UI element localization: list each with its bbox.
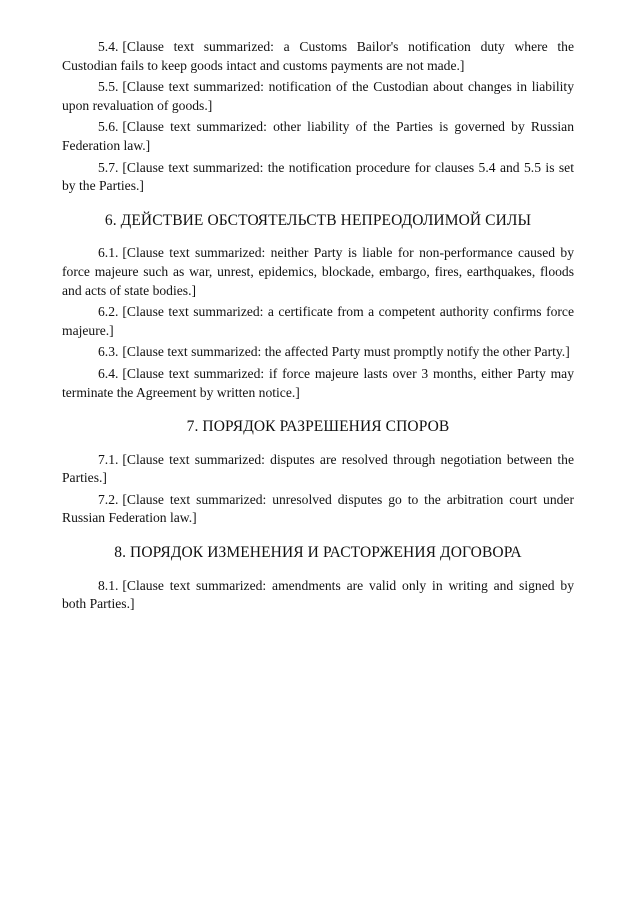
clause-number: 5.5. xyxy=(98,79,119,95)
section-heading: 6. ДЕЙСТВИЕ ОБСТОЯТЕЛЬСТВ НЕПРЕОДОЛИМОЙ СИЛЫ xyxy=(104,211,532,229)
clause-paragraph xyxy=(62,118,574,155)
clause-number: 6.2. xyxy=(98,304,119,320)
clause-text: [Clause text summarized: disputes are resolved through negotiation between the Parties.] xyxy=(62,451,574,486)
clause-paragraph xyxy=(62,451,574,488)
clause-number: 5.7. xyxy=(98,159,119,175)
clause-text: [Clause text summarized: notification of the Custodian about changes in liability upon revaluation of goods.] xyxy=(62,79,574,113)
clause-text: [Clause text summarized: other liability of the Parties is governed by Russian Federation law.] xyxy=(62,119,574,153)
clause-text: [Clause text summarized: a certificate from a competent authority confirms force majeure.] xyxy=(62,304,574,338)
clause-text: [Clause text summarized: the affected Party must promptly notify the other Party.] xyxy=(122,344,570,360)
clause-number: 7.1. xyxy=(98,451,119,467)
section-heading: 7. ПОРЯДОК РАЗРЕШЕНИЯ СПОРОВ xyxy=(186,418,450,436)
clause-text: [Clause text summarized: unresolved disputes go to the arbitration court under Russian Federation law.] xyxy=(62,491,574,526)
clause-paragraph xyxy=(62,343,574,362)
clause-text: [Clause text summarized: a Customs Bailor's notification duty where the Custodian fails to keep goods intact and customs payments are not made.] xyxy=(62,39,574,73)
clause-paragraph xyxy=(62,491,574,528)
clause-paragraph xyxy=(62,365,574,402)
clause-number: 6.3. xyxy=(98,344,119,360)
clause-paragraph xyxy=(62,244,574,300)
clause-number: 7.2. xyxy=(98,491,119,507)
clause-text: [Clause text summarized: if force majeure lasts over 3 months, either Party may terminate the Agreement by written notice.] xyxy=(62,365,574,400)
clause-number: 8.1. xyxy=(98,577,119,593)
clause-number: 5.4. xyxy=(98,39,119,54)
clause-number: 6.4. xyxy=(98,365,119,381)
section-heading: 8. ПОРЯДОК ИЗМЕНЕНИЯ И РАСТОРЖЕНИЯ ДОГОВОРА xyxy=(114,544,522,562)
clause-paragraph xyxy=(62,159,574,196)
clause-paragraph xyxy=(62,78,574,115)
clause-paragraph xyxy=(62,577,574,614)
clause-paragraph xyxy=(62,303,574,340)
clause-paragraph xyxy=(62,38,574,75)
clause-text: [Clause text summarized: neither Party is liable for non-performance caused by force majeure such as war, unrest, epidemics, blockade, embargo, fires, earthquakes, floods and acts of state bodies.] xyxy=(62,245,574,298)
clause-number: 5.6. xyxy=(98,119,119,135)
clause-text: [Clause text summarized: amendments are valid only in writing and signed by both Parties.] xyxy=(62,577,574,612)
clause-text: [Clause text summarized: the notification procedure for clauses 5.4 and 5.5 is set by the Parties.] xyxy=(62,159,574,194)
document-content xyxy=(62,38,574,614)
clause-number: 6.1. xyxy=(98,245,119,261)
